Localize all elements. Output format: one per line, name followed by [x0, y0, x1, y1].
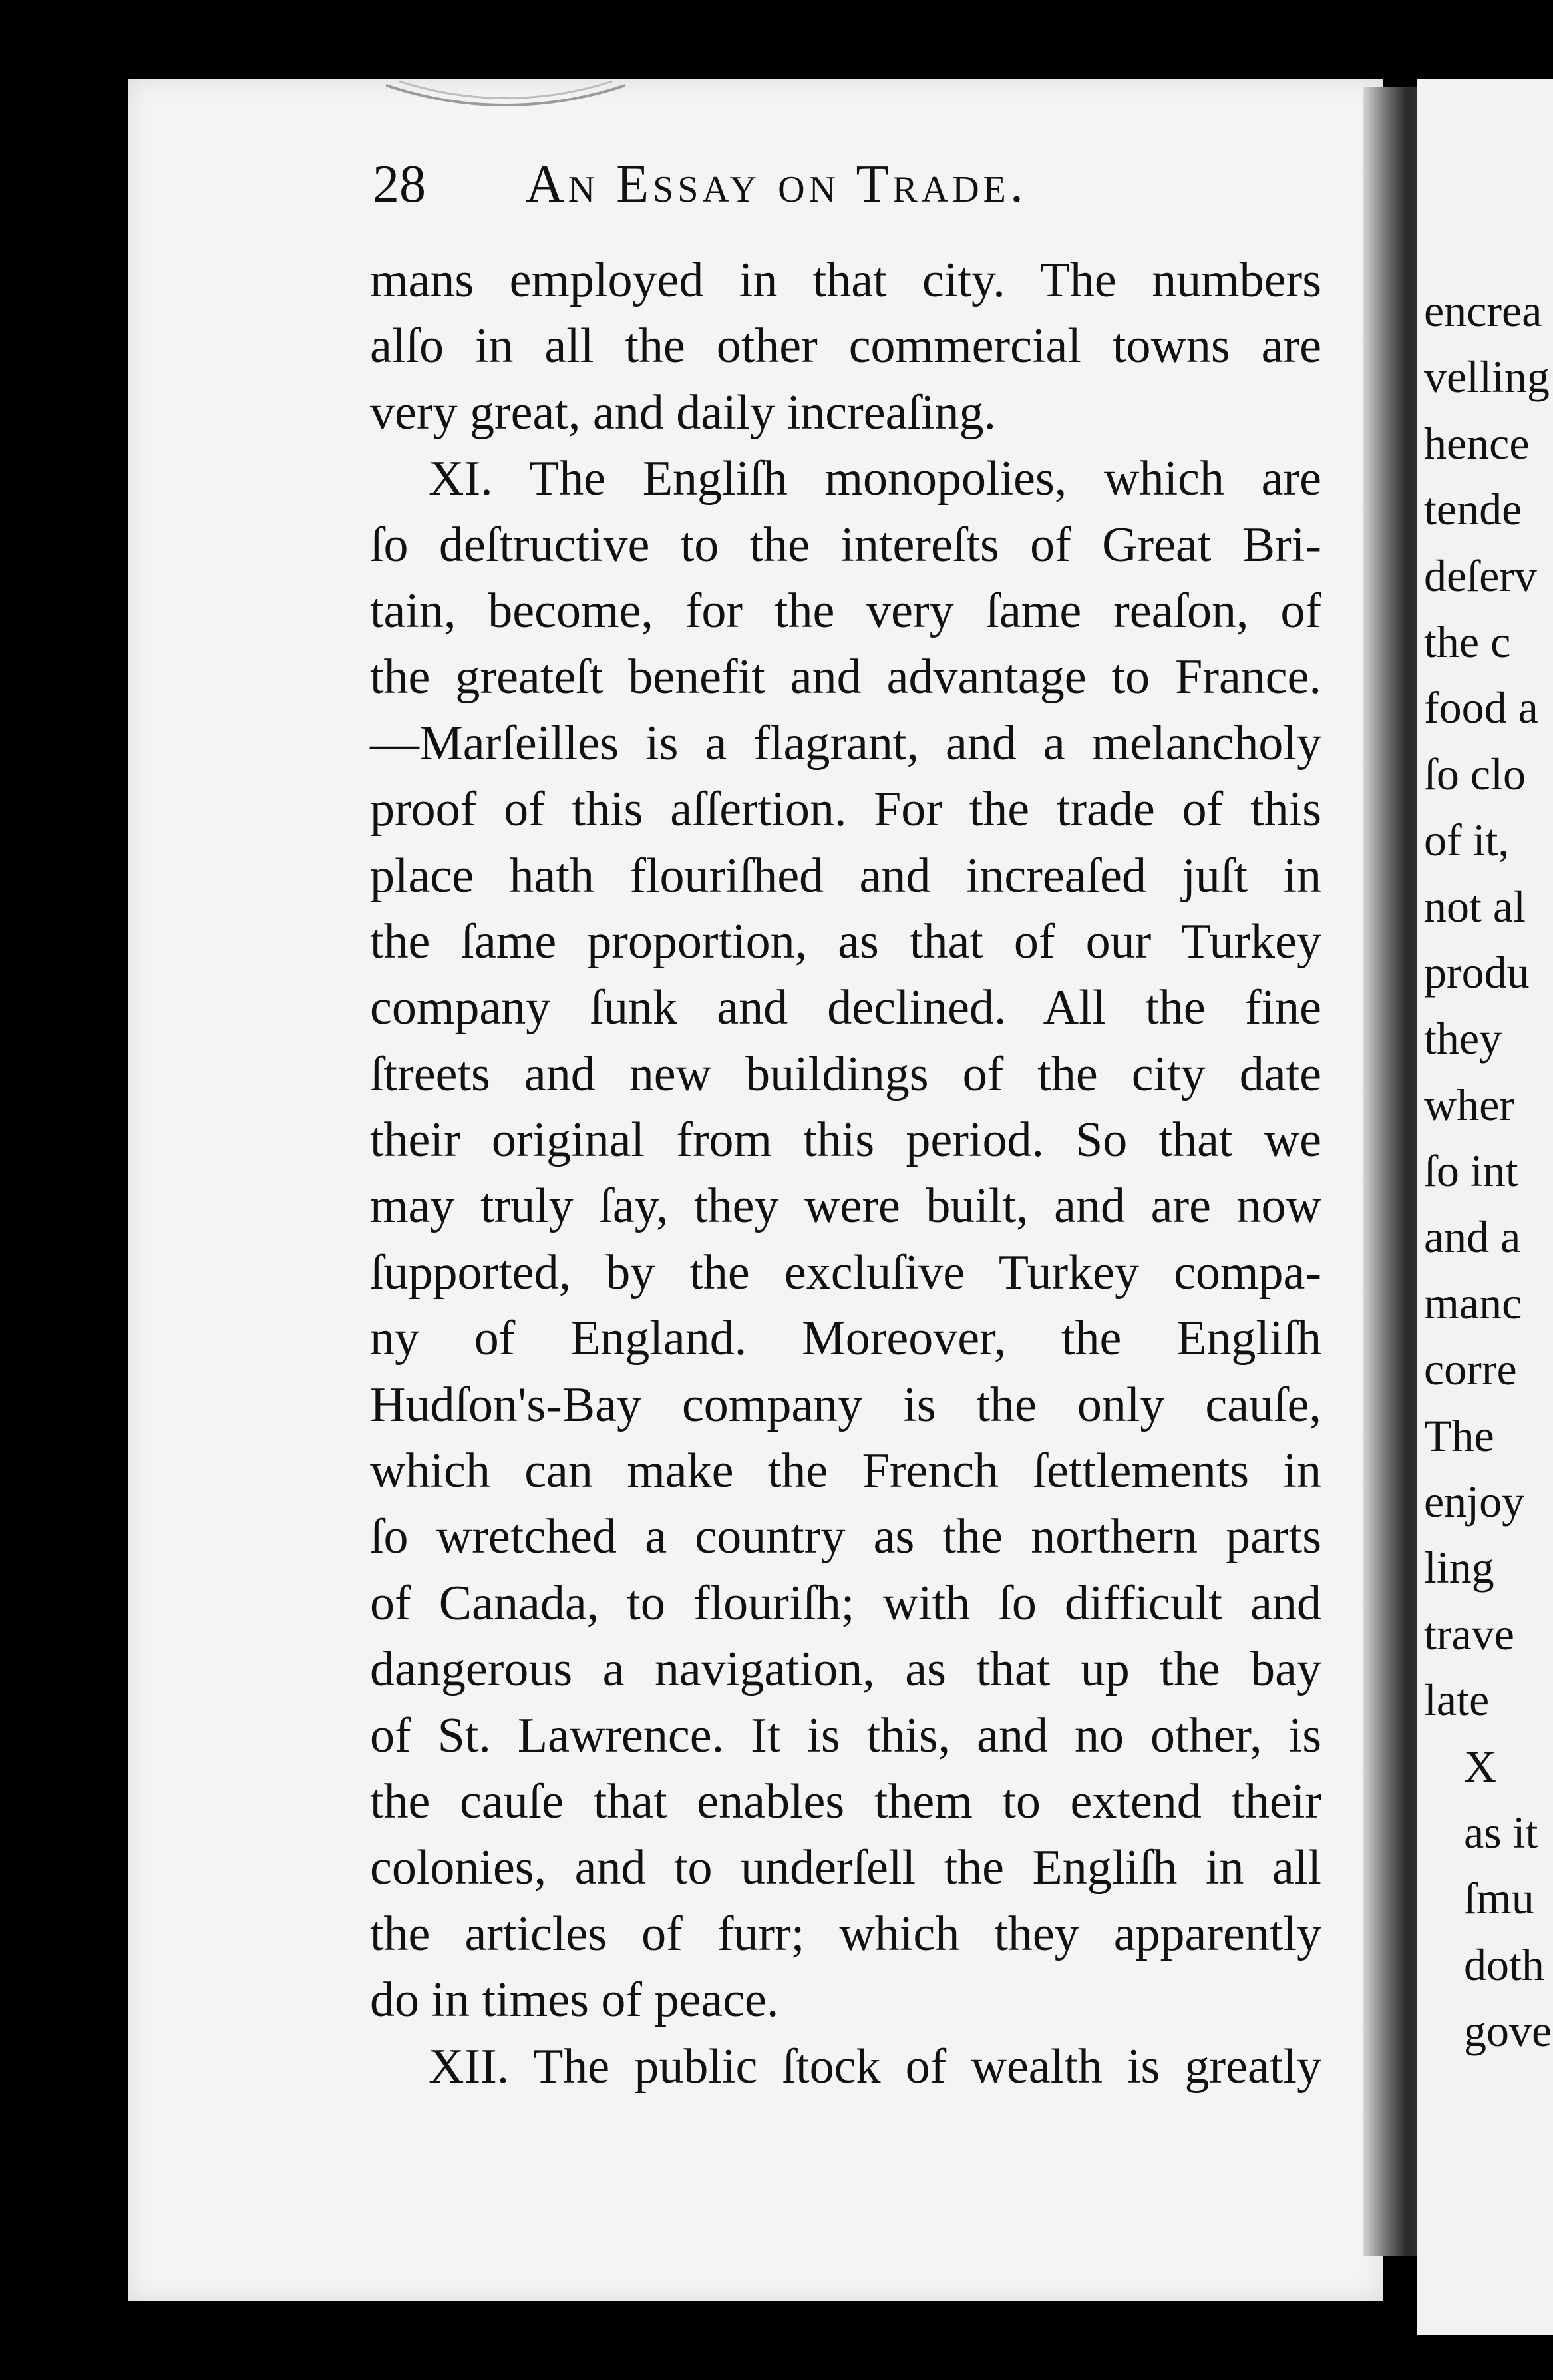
facing-text-line: they — [1424, 1013, 1502, 1064]
text-line: which can make the French ſettlements in — [370, 1444, 1321, 1499]
text-line: colonies, and to underſell the Engliſh in all — [370, 1840, 1321, 1895]
facing-text-line: ſmu — [1464, 1873, 1534, 1924]
facing-page-text — [1424, 278, 1553, 2065]
facing-text-line: hence — [1424, 417, 1530, 469]
text-line: proof of this aſſertion. For the trade of this — [370, 782, 1321, 837]
text-line: of St. Lawrence. It is this, and no other, is — [370, 1708, 1321, 1763]
text-line: very great, and daily increaſing. — [370, 385, 997, 440]
facing-text-line: corre — [1424, 1344, 1517, 1395]
text-line: ſupported, by the excluſive Turkey compa- — [370, 1245, 1321, 1300]
facing-text-line: velling — [1424, 351, 1550, 403]
facing-text-line: ſo clo — [1424, 748, 1526, 799]
text-line: the greateſt benefit and advantage to France. — [370, 650, 1321, 705]
text-line: ſo wretched a country as the northern parts — [370, 1509, 1321, 1565]
text-line: the articles of furr; which they apparently — [370, 1906, 1321, 1961]
facing-text-line: trave — [1424, 1608, 1514, 1659]
facing-text-line: and a — [1424, 1211, 1521, 1263]
text-line: the ſame proportion, as that of our Turkey — [370, 914, 1321, 969]
text-line: mans employed in that city. The numbers — [370, 253, 1321, 307]
paragraph-heading-line: XII. The public ſtock of wealth is greatly — [429, 2039, 1321, 2094]
text-line: company ſunk and declined. All the fine — [370, 980, 1321, 1036]
facing-text-line: ling — [1424, 1542, 1494, 1593]
facing-text-line: as it — [1464, 1806, 1538, 1858]
body-text — [370, 248, 1321, 2100]
running-head: An Essay on Trade. — [526, 155, 1027, 214]
page-header — [373, 148, 1238, 221]
text-line: the cauſe that enables them to extend their — [370, 1774, 1321, 1829]
text-line: alſo in all the other commercial towns are — [370, 319, 1321, 374]
facing-text-line: food a — [1424, 682, 1538, 733]
facing-text-line: The — [1424, 1410, 1494, 1461]
paragraph-heading-line: XI. The Engliſh monopolies, which are — [429, 451, 1321, 506]
facing-text-line: enjoy — [1424, 1476, 1525, 1527]
facing-text-line: not al — [1424, 881, 1526, 932]
text-line: place hath flouriſhed and increaſed juſt in — [370, 848, 1321, 903]
facing-text-line: deſerv — [1424, 550, 1537, 601]
facing-text-line: wher — [1424, 1079, 1514, 1130]
text-line: ſo deſtructive to the intereſts of Great Bri- — [370, 517, 1321, 572]
text-line: ſtreets and new buildings of the city date — [370, 1046, 1321, 1101]
facing-text-line: doth — [1464, 1939, 1544, 1990]
text-line: may truly ſay, they were built, and are now — [370, 1179, 1321, 1234]
page-curl-mark — [386, 79, 625, 118]
facing-text-line: produ — [1424, 946, 1530, 998]
text-line: do in times of peace. — [370, 1973, 779, 2028]
facing-text-line: ſo int — [1424, 1145, 1518, 1197]
text-line: tain, become, for the very ſame reaſon, of — [370, 583, 1321, 638]
facing-text-line: encrea — [1424, 286, 1542, 336]
facing-text-line: tende — [1424, 484, 1522, 535]
text-line: their original from this period. So that we — [370, 1113, 1321, 1168]
facing-text-line: X — [1464, 1740, 1497, 1792]
text-line: ny of England. Moreover, the Engliſh — [370, 1311, 1321, 1366]
facing-text-line: gove — [1464, 2005, 1552, 2057]
text-line: Hudſon's-Bay company is the only cauſe, — [370, 1377, 1321, 1432]
facing-text-line: late — [1424, 1675, 1490, 1726]
text-line: —Marſeilles is a flagrant, and a melancholy — [370, 715, 1321, 771]
text-line: dangerous a navigation, as that up the bay — [370, 1642, 1321, 1697]
facing-text-line: of it, — [1424, 815, 1510, 866]
facing-text-line: the c — [1424, 616, 1511, 667]
facing-text-line: manc — [1424, 1277, 1522, 1328]
text-line: of Canada, to flouriſh; with ſo difficult and — [370, 1575, 1321, 1631]
page-number: 28 — [373, 155, 426, 214]
